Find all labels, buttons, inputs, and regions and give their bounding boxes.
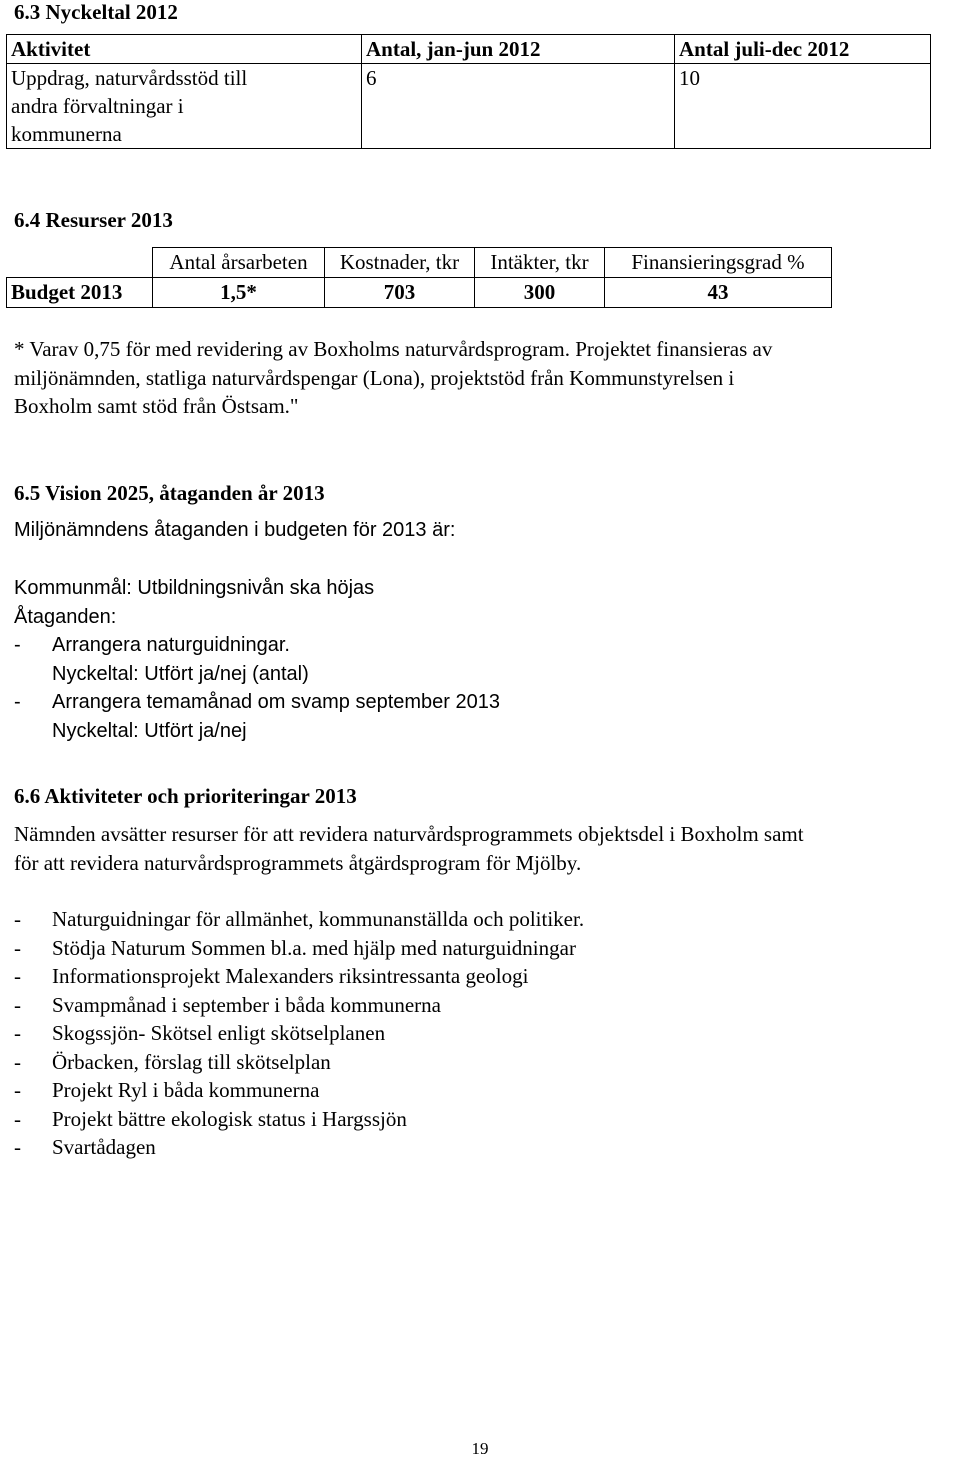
list-item-text: Informationsprojekt Malexanders riksintressanta geologi (52, 964, 529, 988)
value-intakter: 300 (475, 278, 605, 308)
note-line: Boxholm samt stöd från Östsam." (14, 394, 299, 418)
nyckeltal-table (6, 34, 931, 149)
activity-line: Uppdrag, naturvårdsstöd till (11, 66, 248, 90)
list-item (14, 934, 584, 963)
activity-line: andra förvaltningar i (11, 94, 184, 118)
nyckeltal-note: Nyckeltal: Utfört ja/nej (52, 719, 247, 742)
value-juli-dec: 10 (675, 64, 931, 149)
resurser-table (6, 247, 832, 308)
dash-marker: - (14, 1078, 21, 1102)
resurser-note (14, 335, 772, 421)
list-item-text: Stödja Naturum Sommen bl.a. med hjälp med naturguidningar (52, 935, 576, 960)
vision-block (14, 574, 500, 745)
list-item (14, 1076, 584, 1105)
column-header-aktivitet: Aktivitet (7, 35, 362, 64)
list-item (14, 1133, 584, 1162)
dash-marker: - (14, 1049, 21, 1074)
table-header-row (7, 35, 931, 64)
nyckeltal-note: Nyckeltal: Utfört ja/nej (antal) (52, 662, 309, 685)
list-item (14, 688, 500, 717)
list-item-text: Skogssjön- Skötsel enligt skötselplanen (52, 1021, 386, 1045)
list-item-text: Svampmånad i september i båda kommunerna (52, 992, 441, 1017)
column-header-kostnader: Kostnader, tkr (325, 248, 475, 278)
dash-marker: - (14, 907, 21, 931)
list-item (14, 1105, 584, 1134)
table-row (7, 278, 832, 308)
dash-marker: - (14, 1135, 21, 1159)
table-row (7, 64, 931, 149)
column-header-arsarbeten: Antal årsarbeten (153, 248, 325, 278)
list-item-text: Arrangera naturguidningar. (52, 634, 290, 656)
list-item (14, 962, 584, 991)
activity-cell (7, 64, 362, 149)
row-label-budget: Budget 2013 (7, 278, 153, 308)
intro-line: Nämnden avsätter resurser för att revidera naturvårdsprogrammets objektsdel i Boxholm samt (14, 822, 804, 846)
list-item-text: Svartådagen (52, 1135, 156, 1159)
kommunmal-text: Kommunmål: Utbildningsnivån ska höjas (14, 577, 375, 599)
note-line: * Varav 0,75 för med revidering av Boxholms naturvårdsprogram. Projektet finansieras av (14, 337, 773, 361)
list-item-text: Naturguidningar för allmänhet, kommunanställda och politiker. (52, 907, 585, 931)
dash-marker: - (14, 1106, 21, 1131)
dash-marker: - (14, 691, 21, 713)
list-item (14, 1048, 584, 1077)
empty-corner-cell (7, 248, 153, 278)
section-heading-aktiviteter: 6.6 Aktiviteter och prioriteringar 2013 (14, 784, 357, 808)
column-header-jan-jun: Antal, jan-jun 2012 (362, 35, 675, 64)
list-item-text: Arrangera temamånad om svamp september 2013 (52, 691, 501, 713)
list-item-text: Örbacken, förslag till skötselplan (52, 1049, 331, 1074)
section-heading-vision: 6.5 Vision 2025, åtaganden år 2013 (14, 481, 325, 505)
dash-marker: - (14, 935, 21, 960)
vision-intro: Miljönämndens åtaganden i budgeten för 2013 är: (14, 519, 456, 541)
aktiviteter-intro (14, 820, 804, 877)
column-header-intakter: Intäkter, tkr (475, 248, 605, 278)
dash-marker: - (14, 1021, 21, 1045)
list-item-text: Projekt Ryl i båda kommunerna (52, 1078, 320, 1102)
list-item (14, 905, 584, 934)
list-item (14, 1019, 584, 1048)
note-line: miljönämnden, statliga naturvårdspengar (Lona), projektstöd från Kommunstyrelsen i (14, 365, 735, 390)
column-header-juli-dec: Antal juli-dec 2012 (675, 35, 931, 64)
aktiviteter-list (14, 905, 584, 1162)
dash-marker: - (14, 964, 21, 988)
dash-marker: - (14, 992, 21, 1017)
table-header-row (7, 248, 832, 278)
section-heading-nyckeltal: 6.3 Nyckeltal 2012 (14, 0, 178, 24)
list-item (14, 631, 500, 660)
activity-line: kommunerna (11, 122, 122, 146)
value-finansieringsgrad: 43 (605, 278, 832, 308)
page-number: 19 (471, 1439, 489, 1458)
intro-line: för att revidera naturvårdsprogrammets åtgärdsprogram för Mjölby. (14, 850, 582, 875)
dash-marker: - (14, 634, 21, 656)
list-item-text: Projekt bättre ekologisk status i Hargssjön (52, 1106, 407, 1131)
section-heading-resurser: 6.4 Resurser 2013 (14, 208, 173, 232)
column-header-finansieringsgrad: Finansieringsgrad % (605, 248, 832, 278)
value-kostnader: 703 (325, 278, 475, 308)
ataganden-label: Åtaganden: (14, 605, 117, 628)
value-jan-jun: 6 (362, 64, 675, 149)
list-item (14, 991, 584, 1020)
value-arsarbeten: 1,5* (153, 278, 325, 308)
